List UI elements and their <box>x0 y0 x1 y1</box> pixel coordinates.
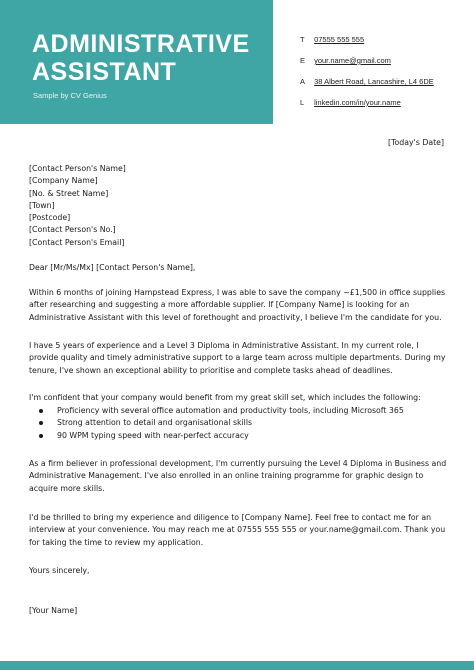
list-item <box>29 417 447 429</box>
skill-text: Strong attention to detail and organisational skills <box>57 418 253 428</box>
recipient-line: [Postcode] <box>29 213 71 223</box>
email-link[interactable]: your.name@gmail.com <box>314 56 391 65</box>
title-line-2: ASSISTANT <box>32 58 177 86</box>
skills-list <box>29 405 447 442</box>
contact-email <box>300 56 470 68</box>
title-line-1: ADMINISTRATIVE <box>32 30 250 58</box>
paragraph-achievement: Within 6 months of joining Hampstead Express, I was able to save the company ~£1,500 in office supplies after researching and suggesting a more affordable supplier. If [Company Name] is looking for an Administrative Assistant with this level of forethought and proactivity, I believe I'm the candidate for you. <box>29 288 446 322</box>
paragraph-closing: I'd be thrilled to bring my experience and diligence to [Company Name]. Feel free to contact me for an interview at your convenience. You may reach me at 07555 555 555 or your.name@gmail.com. Thank you for taking the time to review my application. <box>29 513 446 547</box>
address-link[interactable]: 38 Albert Road, Lancashire, L4 6DE <box>314 77 434 86</box>
recipient-line: [Contact Person's Name] <box>29 164 126 173</box>
salutation: Dear [Mr/Ms/Mx] [Contact Person's Name], <box>29 263 196 272</box>
bullet-icon <box>39 434 43 438</box>
contact-key: E <box>300 56 306 65</box>
list-item <box>29 430 447 442</box>
recipient-line: [Company Name] <box>29 176 98 186</box>
recipient-line: [Town] <box>29 200 55 210</box>
linkedin-link[interactable]: linkedin.com/in/your.name <box>314 98 401 107</box>
phone-link[interactable]: 07555 555 555 <box>314 35 365 44</box>
recipient-line: [Contact Person's Email] <box>29 237 125 247</box>
recipient-line: [Contact Person's No.] <box>29 225 116 235</box>
recipient-address <box>29 163 447 249</box>
paragraph-skills-intro: I'm confident that your company would benefit from my great skill set, which includes the following: <box>29 393 421 402</box>
contact-key: T <box>300 35 305 44</box>
skill-text: 90 WPM typing speed with near-perfect accuracy <box>57 430 249 440</box>
skill-text: Proficiency with several office automation and productivity tools, including Microsoft 365 <box>57 406 404 415</box>
recipient-line: [No. & Street Name] <box>29 188 109 198</box>
bullet-icon <box>39 421 43 425</box>
contact-phone <box>300 35 470 47</box>
paragraph-development: As a firm believer in professional development, I'm currently pursuing the Level 4 Diploma in Business and Administrative Management. I've also enrolled in an online training programme for graphic design to acquire more skills. <box>29 459 447 493</box>
page-title <box>32 30 272 86</box>
contact-key: A <box>300 77 306 86</box>
footer-band <box>0 661 474 670</box>
signature: [Your Name] <box>29 606 78 615</box>
paragraph-experience: I have 5 years of experience and a Level 3 Diploma in Administrative Assistant. In my current role, I provide quality and timely administrative support to a large team across multiple departments. During my tenure, I've shown an exceptional ability to prioritise and complete tasks ahead of deadlines. <box>29 341 446 375</box>
contact-linkedin <box>300 98 470 110</box>
closing-phrase: Yours sincerely, <box>29 566 90 575</box>
letter-date: [Today's Date] <box>388 138 444 147</box>
subtitle: Sample by CV Genius <box>33 91 107 100</box>
list-item <box>29 405 447 417</box>
contact-address <box>300 77 470 89</box>
bullet-icon <box>39 409 43 413</box>
contact-key: L <box>300 98 305 107</box>
